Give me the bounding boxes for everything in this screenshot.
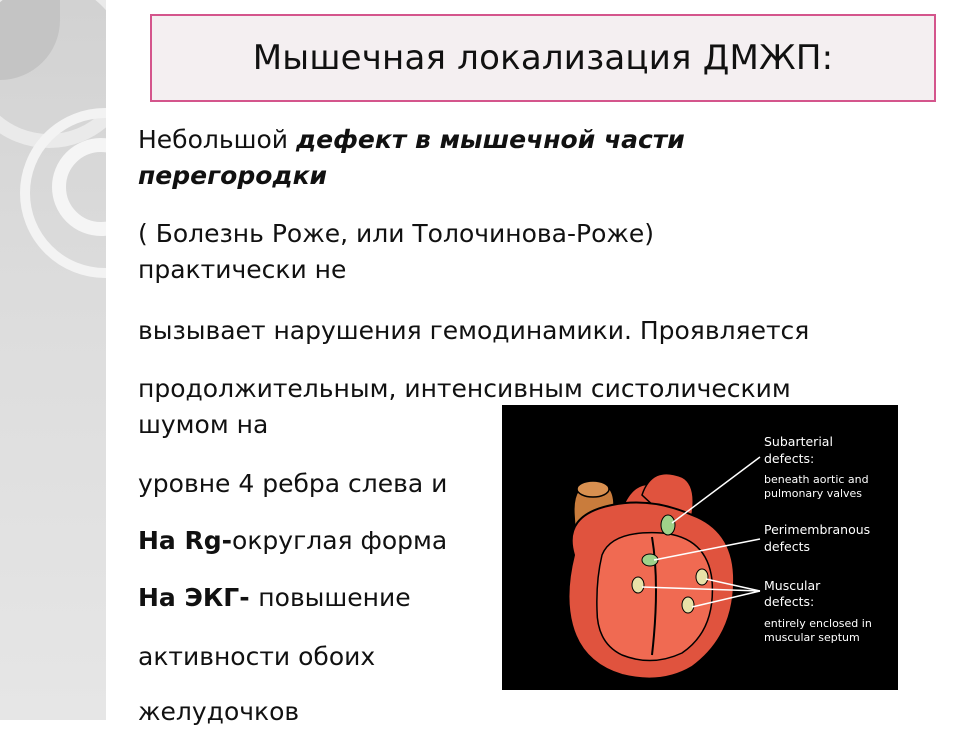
text-line: округлая форма <box>232 526 448 555</box>
text-line: повышение <box>258 583 411 612</box>
label-perimembranous-2: defects <box>764 539 811 554</box>
text-line: ( Болезнь Роже, или Толочинова-Роже) <box>138 219 655 248</box>
paragraph-3 <box>138 313 809 349</box>
paragraph-5 <box>138 466 447 502</box>
muscular-defect <box>696 569 708 585</box>
text-line: желудочков <box>138 697 300 726</box>
heart-diagram <box>502 405 898 690</box>
text-bold: На ЭКГ- <box>138 583 259 612</box>
label-muscular-desc: muscular septum <box>764 631 860 644</box>
label-subarterial: Subarterial <box>764 434 833 449</box>
heart-diagram-svg <box>502 405 898 690</box>
subarterial-defect <box>661 515 675 535</box>
title-box <box>150 14 936 102</box>
paragraph-6 <box>138 523 447 559</box>
paragraph-7 <box>138 580 411 616</box>
slide-title: Мышечная локализация ДМЖП: <box>252 38 834 78</box>
text-bold: На Rg- <box>138 526 233 555</box>
text-line: уровне 4 ребра слева и <box>138 469 448 498</box>
label-muscular-2: defects: <box>764 594 815 609</box>
paragraph-8 <box>138 639 375 675</box>
paragraph-9 <box>138 694 299 730</box>
label-muscular: Muscular <box>764 578 821 593</box>
aorta-opening <box>577 481 609 497</box>
text-line: шумом на <box>138 410 269 439</box>
text-emphasis: дефект в мышечной части <box>295 125 685 154</box>
label-muscular-desc: entirely enclosed in <box>764 617 872 630</box>
text-emphasis: перегородки <box>138 161 328 190</box>
paragraph-2 <box>138 216 654 288</box>
text-line: вызывает нарушения гемодинамики. Проявляется <box>138 316 810 345</box>
paragraph-1 <box>138 122 685 194</box>
muscular-defect <box>632 577 644 593</box>
label-subarterial-desc: pulmonary valves <box>764 487 863 500</box>
label-perimembranous: Perimembranous <box>764 522 871 537</box>
label-subarterial-desc: beneath aortic and <box>764 473 869 486</box>
text-plain: Небольшой <box>138 125 296 154</box>
text-line: продолжительным, интенсивным систолическим <box>138 374 791 403</box>
text-line: активности обоих <box>138 642 376 671</box>
label-subarterial-2: defects: <box>764 451 815 466</box>
text-line: практически не <box>138 255 347 284</box>
decorative-side-strip <box>0 0 106 720</box>
muscular-defect <box>682 597 694 613</box>
